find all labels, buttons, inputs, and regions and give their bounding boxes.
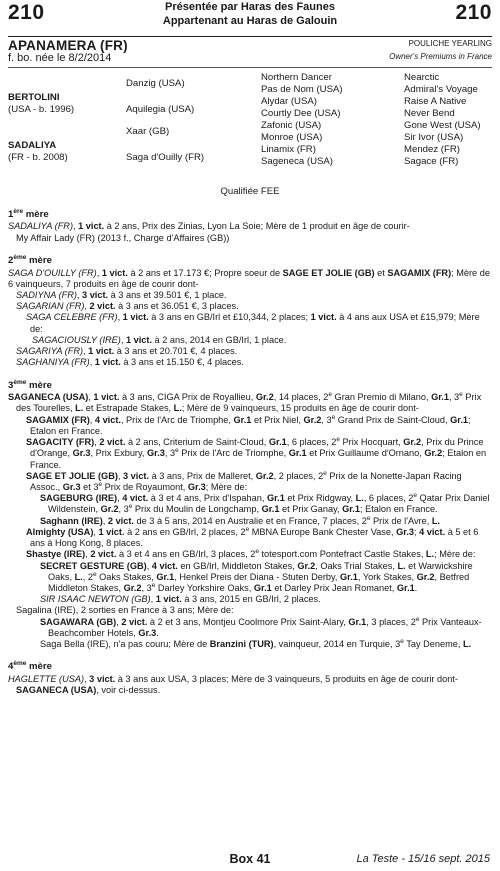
dam-record: SAGANECA (USA), 1 vict. à 3 ans, CIGA Prix de Royallieu, Gr.2, 14 places, 2e Gran Premio di Milano, Gr.1, 3e Prix des Tourelles, L. et Estrapade Stakes, L.; Mère de 9 vainqueurs, 15 produits en âge de courir dont- xyxy=(8,391,482,414)
pedigree-g1: Xaar (GB) xyxy=(126,126,170,137)
sale-date: La Teste - 15/16 sept. 2015 xyxy=(356,853,490,865)
produce-record: SADIYNA (FR), 3 vict. à 3 ans et 39.501 €, 1 place. xyxy=(16,289,227,300)
horse-category: POULICHE YEARLING xyxy=(408,39,492,48)
produce-record: Sagalina (IRE), 2 sorties en France à 3 ans; Mère de: xyxy=(16,605,234,616)
pedigree-g2: Alydar (USA) xyxy=(261,96,317,107)
dam-info: (FR - b. 2008) xyxy=(8,152,68,163)
produce-record: SAGEBURG (IRE), 4 vict. à 3 et 4 ans, Prix d'Ispahan, Gr.1 et Prix Ridgway, L., 6 places, 2e Qatar Prix Daniel Wildenstein, Gr.2, 3e Prix du Moulin de Longchamp, Gr.1 et Prix Ganay, Gr.1; Etalon en France. xyxy=(40,492,490,515)
owner-premiums: Owner's Premiums in France xyxy=(389,52,492,61)
pedigree-g2: Pas de Nom (USA) xyxy=(261,84,343,95)
section-heading: 1ère mère xyxy=(8,207,49,220)
produce-record: SAGHANIYA (FR), 1 vict. à 3 ans et 15.150 €, 4 places. xyxy=(16,357,244,368)
produce-record: SAGARIYA (FR), 1 vict. à 3 ans et 20.701 €, 4 places. xyxy=(16,346,238,357)
pedigree-g1: Saga d'Ouilly (FR) xyxy=(126,152,205,163)
header xyxy=(8,0,492,32)
produce-record: SAGA CELEBRE (FR), 1 vict. à 3 ans en GB/Irl et £10,344, 2 places; 1 vict. à 4 ans aux USA et £15,979; Mère de: xyxy=(26,312,480,334)
qualification: Qualifiée FEE xyxy=(220,186,280,197)
produce-record: Almighty (USA), 1 vict. à 2 ans en GB/Irl, 2 places, 2e MBNA Europe Bank Chester Vase, Gr.3; 4 vict. à 5 et 6 ans à Hong Kong, 8 places. xyxy=(26,525,479,549)
produce-record: Saga Bella (IRE), n'a pas couru; Mère de Branzini (TUR), vainqueur, 2014 en Turquie, 3e Tay Deneme, L. xyxy=(40,637,472,650)
produce-record: My Affair Lady (FR) (2013 f., Charge d'Affaires (GB)) xyxy=(16,232,230,243)
consignor-line: Présentée par Haras des Faunes xyxy=(165,1,335,13)
dam-record: SAGA D'OUILLY (FR), 1 vict. à 2 ans et 17.173 €; Propre soeur de SAGE ET JOLIE (GB) et SAGAMIX (FR); Mère de 6 vainqueurs, 7 produits en âge de courir dont- xyxy=(8,267,490,289)
horse-name: APANAMERA (FR) xyxy=(8,38,128,53)
pedigree-g3: Sir Ivor (USA) xyxy=(404,132,464,143)
produce-record: Shastye (IRE), 2 vict. à 3 et 4 ans en GB/Irl, 3 places, 2e totesport.com Pontefract Castle Stakes, L.; Mère de: xyxy=(26,548,476,560)
section-third-dam xyxy=(8,380,492,651)
produce-record: Saghann (IRE), 2 vict. de 3 à 5 ans, 2014 en Australie et en France, 7 places, 2e Prix de l'Avre, L. xyxy=(40,514,440,526)
horse-birth: f. bo. née le 8/2/2014 xyxy=(8,52,112,64)
pedigree-g3: Admiral's Voyage xyxy=(404,84,478,95)
produce-record: SAGARIAN (FR), 2 vict. à 3 ans et 36.051 €, 3 places. xyxy=(16,301,239,312)
section-second-dam xyxy=(8,255,492,369)
produce-record: SIR ISAAC NEWTON (GB), 1 vict. à 3 ans, 2015 en GB/Irl, 2 places. xyxy=(40,594,321,605)
pedigree-table xyxy=(8,72,492,180)
section-heading: 2ème mère xyxy=(8,253,52,266)
section-heading: 3ème mère xyxy=(8,378,52,391)
produce-record: SAGE ET JOLIE (GB), 3 vict. à 3 ans, Prix de Malleret, Gr.2, 2 places, 2e Prix de la Nonette-Japan Racing Assoc., Gr.3 et 3e Prix de Royaumont, Gr.3; Mère de: xyxy=(26,469,462,492)
dam-record: HAGLETTE (USA), 3 vict. à 3 ans aux USA, 3 places; Mère de 3 vainqueurs, 5 produits en âge de courir dont- xyxy=(8,673,458,684)
pedigree-g2: Northern Dancer xyxy=(261,72,332,83)
pedigree-g2: Courtly Dee (USA) xyxy=(261,108,341,119)
produce-record: SAGACITY (FR), 2 vict. à 2 ans, Criterium de Saint-Cloud, Gr.1, 6 places, 2e Prix Hocquart, Gr.2, Prix du Prince d'Orange, Gr.3, Prix Exbury, Gr.3, 3e Prix de l'Arc de Triomphe, Gr.1 et Prix Guillaume d'Ornano, Gr.2; Etalon en France. xyxy=(26,436,487,470)
box-number: Box 41 xyxy=(229,852,271,866)
dam-record: SADALIYA (FR), 1 vict. à 2 ans, Prix des Zinias, Lyon La Soie; Mère de 1 produit en âge de courir- xyxy=(8,221,410,232)
produce-record: SAGACIOUSLY (IRE), 1 vict. à 2 ans, 2014 en GB/Irl, 1 place. xyxy=(32,334,287,345)
pedigree-g1: Aquilegia (USA) xyxy=(126,104,195,115)
produce-record: SAGAWARA (GB), 2 vict. à 2 et 3 ans, Montjeu Coolmore Prix Saint-Alary, Gr.1, 3 places, 2e Prix Vanteaux-Beachcomber Hotels, Gr.3. xyxy=(40,615,482,638)
pedigree-g3: Nearctic xyxy=(404,72,440,83)
pedigree-g3: Never Bend xyxy=(404,108,455,119)
pedigree-g2: Linamix (FR) xyxy=(261,144,316,155)
section-heading: 4ème mère xyxy=(8,660,52,673)
pedigree-g3: Raise A Native xyxy=(404,96,467,107)
produce-record: SAGANECA (USA), voir ci-dessus. xyxy=(16,685,161,696)
pedigree-g2: Sageneca (USA) xyxy=(261,156,333,167)
pedigree-g3: Sagace (FR) xyxy=(404,156,459,167)
pedigree-g2: Zafonic (USA) xyxy=(261,120,322,131)
pedigree-g3: Gone West (USA) xyxy=(404,120,481,131)
pedigree-g1: Danzig (USA) xyxy=(126,78,185,89)
produce-record: SAGAMIX (FR), 4 vict., Prix de l'Arc de Triomphe, Gr.1 et Prix Niel, Gr.2, 3e Grand Prix de Saint-Cloud, Gr.1; Etalon en France. xyxy=(26,413,471,436)
sire-name: BERTOLINI xyxy=(8,92,60,103)
sire-info: (USA - b. 1996) xyxy=(8,104,75,115)
dam-name: SADALIYA xyxy=(8,140,57,151)
section-fourth-dam xyxy=(8,661,492,696)
produce-record: SECRET GESTURE (GB), 4 vict. en GB/Irl, Middleton Stakes, Gr.2, Oaks Trial Stakes, L. et Warwickshire Oaks, L., 2e Oaks Stakes, Gr.1, Henkel Preis der Diana - Stuten Derby, Gr.1, York Stakes, Gr.2, Betfred Middleton Stakes, Gr.2, 3e Darley Yorkshire Oaks, Gr.1 et Darley Prix Jean Romanet, Gr.1. xyxy=(40,560,473,593)
pedigree-g2: Monroe (USA) xyxy=(261,132,323,143)
pedigree-g3: Mendez (FR) xyxy=(404,144,460,155)
lot-number-left: 210 xyxy=(8,1,45,24)
footer xyxy=(0,852,500,868)
lot-number-right: 210 xyxy=(455,1,492,24)
section-first-dam xyxy=(8,209,492,244)
title-bar xyxy=(8,36,492,68)
owner-line: Appartenant au Haras de Galouin xyxy=(162,14,338,27)
